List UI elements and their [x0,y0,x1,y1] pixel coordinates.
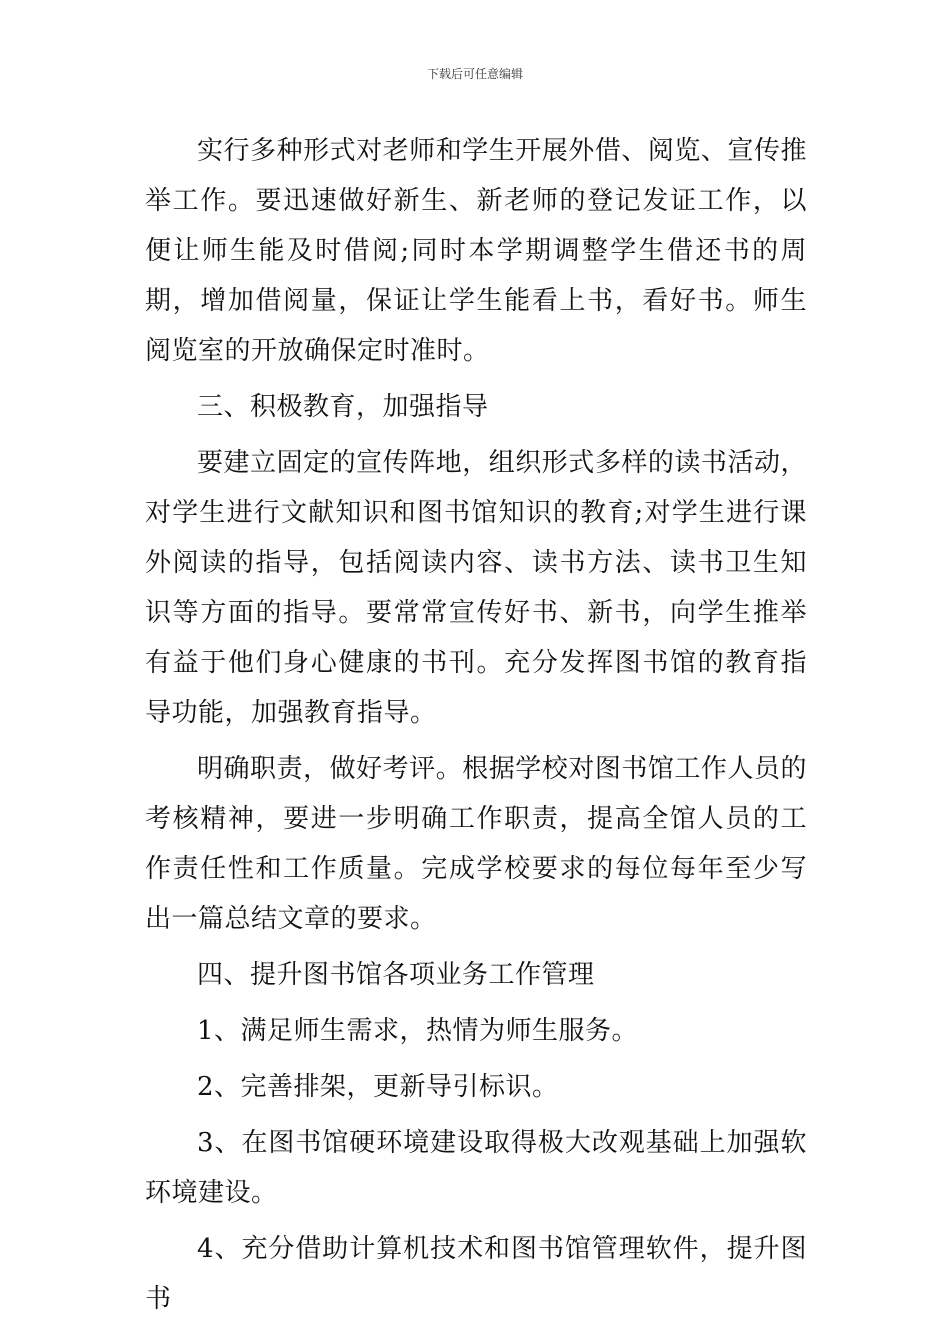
paragraph-borrowing-work: 实行多种形式对老师和学生开展外借、阅览、宣传推举工作。要迅速做好新生、新老师的登记发证工作，以便让师生能及时借阅;同时本学期调整学生借还书的周期，增加借阅量，保证让学生能看上书，看好书。师生阅览室的开放确保定时准时。 [145,136,807,366]
list-item-4: 4、充分借助计算机技术和图书馆管理软件，提升图书 [145,1234,807,1314]
paragraph-reading-activities: 要建立固定的宣传阵地，组织形式多样的读书活动，对学生进行文献知识和图书馆知识的教育;对学生进行课外阅读的指导，包括阅读内容、读书方法、读书卫生知识等方面的指导。要常常宣传好书、新书，向学生推举有益于他们身心健康的书刊。充分发挥图书馆的教育指导功能，加强教育指导。 [145,448,807,728]
list-item-3: 3、在图书馆硬环境建设取得极大改观基础上加强软环境建设。 [145,1128,807,1208]
list-item-1: 1、满足师生需求，热情为师生服务。 [197,1016,639,1046]
page-header: 下载后可任意编辑 [426,67,523,81]
section-heading-education-guidance: 三、积极教育，加强指导 [197,392,489,422]
paragraph-responsibilities: 明确职责，做好考评。根据学校对图书馆工作人员的考核精神，要进一步明确工作职责，提高全馆人员的工作责任性和工作质量。完成学校要求的每位每年至少写出一篇总结文章的要求。 [145,754,807,934]
list-item-2: 2、完善排架，更新导引标识。 [197,1072,559,1102]
document-body [145,126,807,1330]
section-heading-business-management: 四、提升图书馆各项业务工作管理 [197,960,595,990]
